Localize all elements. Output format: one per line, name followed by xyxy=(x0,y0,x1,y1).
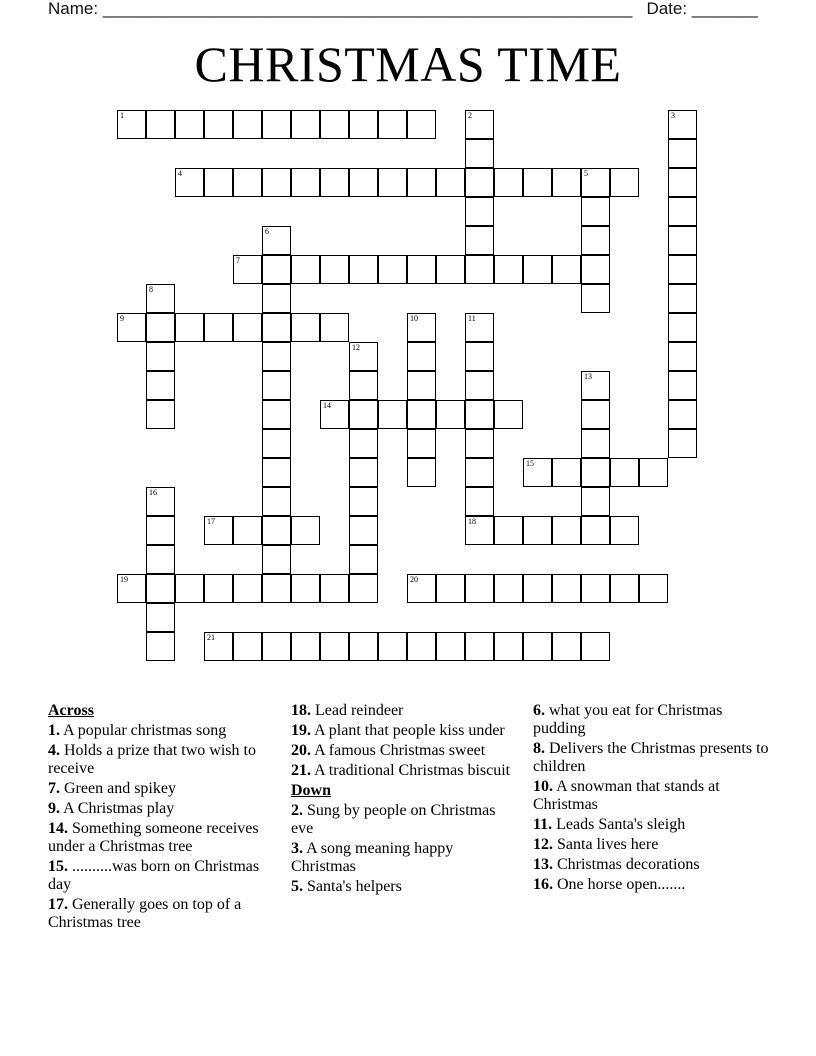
clue-number: 20. xyxy=(291,742,311,759)
crossword-cell[interactable] xyxy=(610,458,639,487)
crossword-cell[interactable] xyxy=(668,371,697,400)
crossword-cell[interactable] xyxy=(204,313,233,342)
clues-column-1 xyxy=(48,702,284,934)
crossword-cell[interactable] xyxy=(204,168,233,197)
clue-text: One horse open....... xyxy=(557,876,686,893)
clue-across-19 xyxy=(291,722,521,740)
crossword-cell[interactable] xyxy=(233,574,262,603)
crossword-cell[interactable] xyxy=(378,110,407,139)
cell-number: 20 xyxy=(410,575,418,584)
crossword-cell[interactable] xyxy=(552,516,581,545)
crossword-cell[interactable] xyxy=(291,110,320,139)
clue-text: Delivers the Christmas presents to children xyxy=(533,740,769,775)
clue-number: 16. xyxy=(533,876,553,893)
cell-number: 10 xyxy=(410,314,418,323)
crossword-cell[interactable] xyxy=(581,371,610,400)
clue-number: 1. xyxy=(48,722,60,739)
crossword-cell[interactable] xyxy=(465,458,494,487)
crossword-cell[interactable] xyxy=(494,574,523,603)
clue-down-11 xyxy=(533,816,769,834)
crossword-cell[interactable] xyxy=(204,574,233,603)
crossword-cell[interactable] xyxy=(262,429,291,458)
clue-number: 2. xyxy=(291,802,303,819)
clue-number: 13. xyxy=(533,856,553,873)
clue-down-5 xyxy=(291,878,521,896)
crossword-cell[interactable] xyxy=(581,458,610,487)
crossword-cell[interactable] xyxy=(668,400,697,429)
crossword-cell[interactable] xyxy=(668,226,697,255)
crossword-cell[interactable] xyxy=(204,110,233,139)
clue-across-17 xyxy=(48,896,284,932)
crossword-cell[interactable] xyxy=(320,255,349,284)
clue-across-1 xyxy=(48,722,284,740)
cell-number: 9 xyxy=(120,314,124,323)
crossword-cell[interactable] xyxy=(262,342,291,371)
crossword-cell[interactable] xyxy=(262,400,291,429)
crossword-cell[interactable] xyxy=(552,255,581,284)
crossword-cell[interactable] xyxy=(407,342,436,371)
crossword-cell[interactable] xyxy=(262,545,291,574)
clues-column-2 xyxy=(291,702,521,898)
crossword-cell[interactable] xyxy=(262,110,291,139)
clue-number: 6. xyxy=(533,702,545,719)
clue-down-3 xyxy=(291,840,521,876)
crossword-cell[interactable] xyxy=(407,110,436,139)
crossword-cell[interactable] xyxy=(349,371,378,400)
crossword-cell[interactable] xyxy=(610,574,639,603)
clue-number: 11. xyxy=(533,816,553,833)
crossword-cell[interactable] xyxy=(465,429,494,458)
cell-number: 13 xyxy=(584,372,592,381)
crossword-cell[interactable] xyxy=(552,632,581,661)
crossword-cell[interactable] xyxy=(117,313,146,342)
cell-number: 6 xyxy=(265,227,269,236)
crossword-cell[interactable] xyxy=(436,168,465,197)
crossword-cell[interactable] xyxy=(581,400,610,429)
clue-number: 18. xyxy=(291,702,311,719)
crossword-cell[interactable] xyxy=(407,371,436,400)
crossword-cell[interactable] xyxy=(465,632,494,661)
clue-text: Santa's helpers xyxy=(307,878,402,895)
clue-number: 17. xyxy=(48,896,68,913)
cell-number: 16 xyxy=(149,488,157,497)
crossword-cell[interactable] xyxy=(668,110,697,139)
crossword-cell[interactable] xyxy=(233,632,262,661)
crossword-cell[interactable] xyxy=(291,313,320,342)
cell-number: 14 xyxy=(323,401,331,410)
crossword-cell[interactable] xyxy=(320,168,349,197)
crossword-cell[interactable] xyxy=(320,400,349,429)
crossword-cell[interactable] xyxy=(581,168,610,197)
crossword-cell[interactable] xyxy=(407,632,436,661)
crossword-cell[interactable] xyxy=(581,632,610,661)
clue-number: 12. xyxy=(533,836,553,853)
crossword-cell[interactable] xyxy=(378,400,407,429)
crossword-cell[interactable] xyxy=(320,574,349,603)
crossword-cell[interactable] xyxy=(175,168,204,197)
crossword-cell[interactable] xyxy=(581,255,610,284)
crossword-cell[interactable] xyxy=(146,284,175,313)
crossword-cell[interactable] xyxy=(320,632,349,661)
cell-number: 4 xyxy=(178,169,182,178)
crossword-cell[interactable] xyxy=(465,139,494,168)
clue-text: Generally goes on top of a Christmas tree xyxy=(48,896,242,931)
crossword-cell[interactable] xyxy=(175,574,204,603)
clue-down-6 xyxy=(533,702,769,738)
crossword-cell[interactable] xyxy=(117,110,146,139)
crossword-cell[interactable] xyxy=(349,342,378,371)
crossword-cell[interactable] xyxy=(262,284,291,313)
crossword-cell[interactable] xyxy=(523,632,552,661)
crossword-cell[interactable] xyxy=(668,342,697,371)
crossword-cell[interactable] xyxy=(146,516,175,545)
crossword-cell[interactable] xyxy=(465,255,494,284)
crossword-cell[interactable] xyxy=(233,516,262,545)
crossword-cell[interactable] xyxy=(146,110,175,139)
crossword-cell[interactable] xyxy=(581,429,610,458)
clue-text: Leads Santa's sleigh xyxy=(556,816,686,833)
crossword-cell[interactable] xyxy=(668,139,697,168)
clue-number: 4. xyxy=(48,742,60,759)
crossword-cell[interactable] xyxy=(465,574,494,603)
header-fields xyxy=(48,0,758,18)
clue-text: Holds a prize that two wish to receive xyxy=(48,742,256,777)
crossword-cell[interactable] xyxy=(175,110,204,139)
crossword-cell[interactable] xyxy=(494,400,523,429)
crossword-cell[interactable] xyxy=(465,226,494,255)
crossword-cell[interactable] xyxy=(262,632,291,661)
cell-number: 5 xyxy=(584,169,588,178)
crossword-cell[interactable] xyxy=(349,168,378,197)
crossword-cell[interactable] xyxy=(407,429,436,458)
clue-text: ..........was born on Christmas day xyxy=(48,858,260,893)
clue-text: Santa lives here xyxy=(557,836,659,853)
crossword-cell[interactable] xyxy=(262,313,291,342)
crossword-cell[interactable] xyxy=(407,255,436,284)
clue-down-13 xyxy=(533,856,769,874)
cell-number: 3 xyxy=(671,111,675,120)
crossword-cell[interactable] xyxy=(581,197,610,226)
crossword-cell[interactable] xyxy=(581,487,610,516)
crossword-cell[interactable] xyxy=(639,574,668,603)
crossword-cell[interactable] xyxy=(465,313,494,342)
crossword-cell[interactable] xyxy=(436,255,465,284)
crossword-cell[interactable] xyxy=(233,313,262,342)
crossword-cell[interactable] xyxy=(407,458,436,487)
crossword-cell[interactable] xyxy=(146,400,175,429)
crossword-cell[interactable] xyxy=(465,168,494,197)
crossword-cell[interactable] xyxy=(378,168,407,197)
crossword-cell[interactable] xyxy=(262,371,291,400)
clue-down-12 xyxy=(533,836,769,854)
crossword-cell[interactable] xyxy=(581,516,610,545)
clue-text: A plant that people kiss under xyxy=(314,722,505,739)
clue-number: 5. xyxy=(291,878,303,895)
cell-number: 19 xyxy=(120,575,128,584)
clue-number: 15. xyxy=(48,858,68,875)
crossword-cell[interactable] xyxy=(349,255,378,284)
crossword-cell[interactable] xyxy=(494,168,523,197)
clue-across-9 xyxy=(48,800,284,818)
crossword-cell[interactable] xyxy=(262,574,291,603)
crossword-cell[interactable] xyxy=(204,632,233,661)
crossword-cell[interactable] xyxy=(378,632,407,661)
crossword-cell[interactable] xyxy=(349,574,378,603)
crossword-cell[interactable] xyxy=(146,603,175,632)
cell-number: 1 xyxy=(120,111,124,120)
clue-across-15 xyxy=(48,858,284,894)
crossword-cell[interactable] xyxy=(523,168,552,197)
crossword-cell[interactable] xyxy=(349,545,378,574)
cell-number: 15 xyxy=(526,459,534,468)
clue-text: A snowman that stands at Christmas xyxy=(533,778,720,813)
clue-across-7 xyxy=(48,780,284,798)
crossword-cell[interactable] xyxy=(291,574,320,603)
across-heading: Across xyxy=(48,702,94,719)
crossword-cell[interactable] xyxy=(581,574,610,603)
clue-number: 10. xyxy=(533,778,553,795)
crossword-cell[interactable] xyxy=(349,632,378,661)
clue-down-16 xyxy=(533,876,769,894)
cell-number: 12 xyxy=(352,343,360,352)
clue-text: what you eat for Christmas pudding xyxy=(533,702,723,737)
crossword-cell[interactable] xyxy=(494,255,523,284)
clue-text: A Christmas play xyxy=(63,800,175,817)
clue-across-4 xyxy=(48,742,284,778)
crossword-cell[interactable] xyxy=(262,458,291,487)
name-line[interactable]: ________________________________________________________ xyxy=(102,0,633,18)
crossword-cell[interactable] xyxy=(320,110,349,139)
crossword-cell[interactable] xyxy=(262,168,291,197)
crossword-cell[interactable] xyxy=(407,168,436,197)
crossword-cell[interactable] xyxy=(465,342,494,371)
crossword-cell[interactable] xyxy=(117,574,146,603)
crossword-cell[interactable] xyxy=(349,429,378,458)
crossword-cell[interactable] xyxy=(610,168,639,197)
clue-down-8 xyxy=(533,740,769,776)
crossword-cell[interactable] xyxy=(262,226,291,255)
crossword-cell[interactable] xyxy=(349,110,378,139)
down-heading: Down xyxy=(291,782,332,799)
crossword-cell[interactable] xyxy=(668,313,697,342)
crossword-cell[interactable] xyxy=(465,371,494,400)
crossword-cell[interactable] xyxy=(378,255,407,284)
crossword-cell[interactable] xyxy=(349,487,378,516)
crossword-cell[interactable] xyxy=(639,458,668,487)
clue-text: A popular christmas song xyxy=(63,722,227,739)
crossword-cell[interactable] xyxy=(668,197,697,226)
crossword-cell[interactable] xyxy=(668,429,697,458)
clue-number: 14. xyxy=(48,820,68,837)
crossword-cell[interactable] xyxy=(320,313,349,342)
crossword-cell[interactable] xyxy=(262,487,291,516)
crossword-cell[interactable] xyxy=(523,516,552,545)
crossword-cell[interactable] xyxy=(552,574,581,603)
crossword-cell[interactable] xyxy=(523,255,552,284)
clue-number: 3. xyxy=(291,840,303,857)
clue-text: A famous Christmas sweet xyxy=(314,742,486,759)
crossword-cell[interactable] xyxy=(668,284,697,313)
clue-number: 19. xyxy=(291,722,311,739)
cell-number: 17 xyxy=(207,517,215,526)
crossword-cell[interactable] xyxy=(407,313,436,342)
crossword-cell[interactable] xyxy=(494,632,523,661)
crossword-cell[interactable] xyxy=(233,110,262,139)
clue-across-14 xyxy=(48,820,284,856)
crossword-cell[interactable] xyxy=(436,632,465,661)
clue-text: Sung by people on Christmas eve xyxy=(291,802,496,837)
crossword-cell[interactable] xyxy=(146,342,175,371)
crossword-cell[interactable] xyxy=(465,400,494,429)
crossword-cell[interactable] xyxy=(407,400,436,429)
crossword-cell[interactable] xyxy=(204,516,233,545)
crossword-cell[interactable] xyxy=(291,632,320,661)
crossword-cell[interactable] xyxy=(610,516,639,545)
cell-number: 21 xyxy=(207,633,215,642)
crossword-cell[interactable] xyxy=(552,168,581,197)
crossword-cell[interactable] xyxy=(233,168,262,197)
clue-down-10 xyxy=(533,778,769,814)
clue-number: 8. xyxy=(533,740,545,757)
clue-number: 7. xyxy=(48,780,60,797)
clue-across-20 xyxy=(291,742,521,760)
clue-text: Lead reindeer xyxy=(315,702,404,719)
date-label: Date: xyxy=(646,0,688,18)
crossword-cell[interactable] xyxy=(436,574,465,603)
crossword-cell[interactable] xyxy=(291,168,320,197)
clue-text: A traditional Christmas biscuit xyxy=(314,762,511,779)
crossword-cell[interactable] xyxy=(175,313,204,342)
crossword-cell[interactable] xyxy=(146,632,175,661)
crossword-cell[interactable] xyxy=(465,110,494,139)
crossword-cell[interactable] xyxy=(291,516,320,545)
crossword-cell[interactable] xyxy=(668,168,697,197)
crossword-cell[interactable] xyxy=(349,400,378,429)
cell-number: 11 xyxy=(468,314,476,323)
crossword-cell[interactable] xyxy=(465,516,494,545)
crossword-cell[interactable] xyxy=(146,371,175,400)
crossword-cell[interactable] xyxy=(668,255,697,284)
crossword-cell[interactable] xyxy=(146,545,175,574)
crossword-cell[interactable] xyxy=(523,458,552,487)
clue-number: 21. xyxy=(291,762,311,779)
clue-text: Green and spikey xyxy=(64,780,176,797)
crossword-cell[interactable] xyxy=(436,400,465,429)
cell-number: 8 xyxy=(149,285,153,294)
crossword-cell[interactable] xyxy=(233,255,262,284)
clue-number: 9. xyxy=(48,800,60,817)
crossword-cell[interactable] xyxy=(552,458,581,487)
crossword-cell[interactable] xyxy=(262,516,291,545)
crossword-cell[interactable] xyxy=(523,574,552,603)
crossword-cell[interactable] xyxy=(581,226,610,255)
cell-number: 7 xyxy=(236,256,240,265)
crossword-cell[interactable] xyxy=(146,313,175,342)
crossword-cell[interactable] xyxy=(494,516,523,545)
clue-across-21 xyxy=(291,762,521,780)
cell-number: 2 xyxy=(468,111,472,120)
clues-column-3 xyxy=(533,702,769,896)
crossword-cell[interactable] xyxy=(349,516,378,545)
clue-text: Christmas decorations xyxy=(557,856,700,873)
crossword-cell[interactable] xyxy=(349,458,378,487)
cell-number: 18 xyxy=(468,517,476,526)
date-line[interactable]: _______ xyxy=(691,0,759,18)
crossword-cell[interactable] xyxy=(465,487,494,516)
crossword-cell[interactable] xyxy=(146,574,175,603)
crossword-cell[interactable] xyxy=(407,574,436,603)
clue-text: Something someone receives under a Christmas tree xyxy=(48,820,259,855)
crossword-cell[interactable] xyxy=(465,197,494,226)
page-title: CHRISTMAS TIME xyxy=(194,36,622,92)
crossword-cell[interactable] xyxy=(146,487,175,516)
crossword-cell[interactable] xyxy=(581,284,610,313)
clue-down-2 xyxy=(291,802,521,838)
clue-text: A song meaning happy Christmas xyxy=(291,840,454,875)
name-label: Name: xyxy=(48,0,99,18)
crossword-cell[interactable] xyxy=(291,255,320,284)
crossword-cell[interactable] xyxy=(262,255,291,284)
clue-across-18 xyxy=(291,702,521,720)
